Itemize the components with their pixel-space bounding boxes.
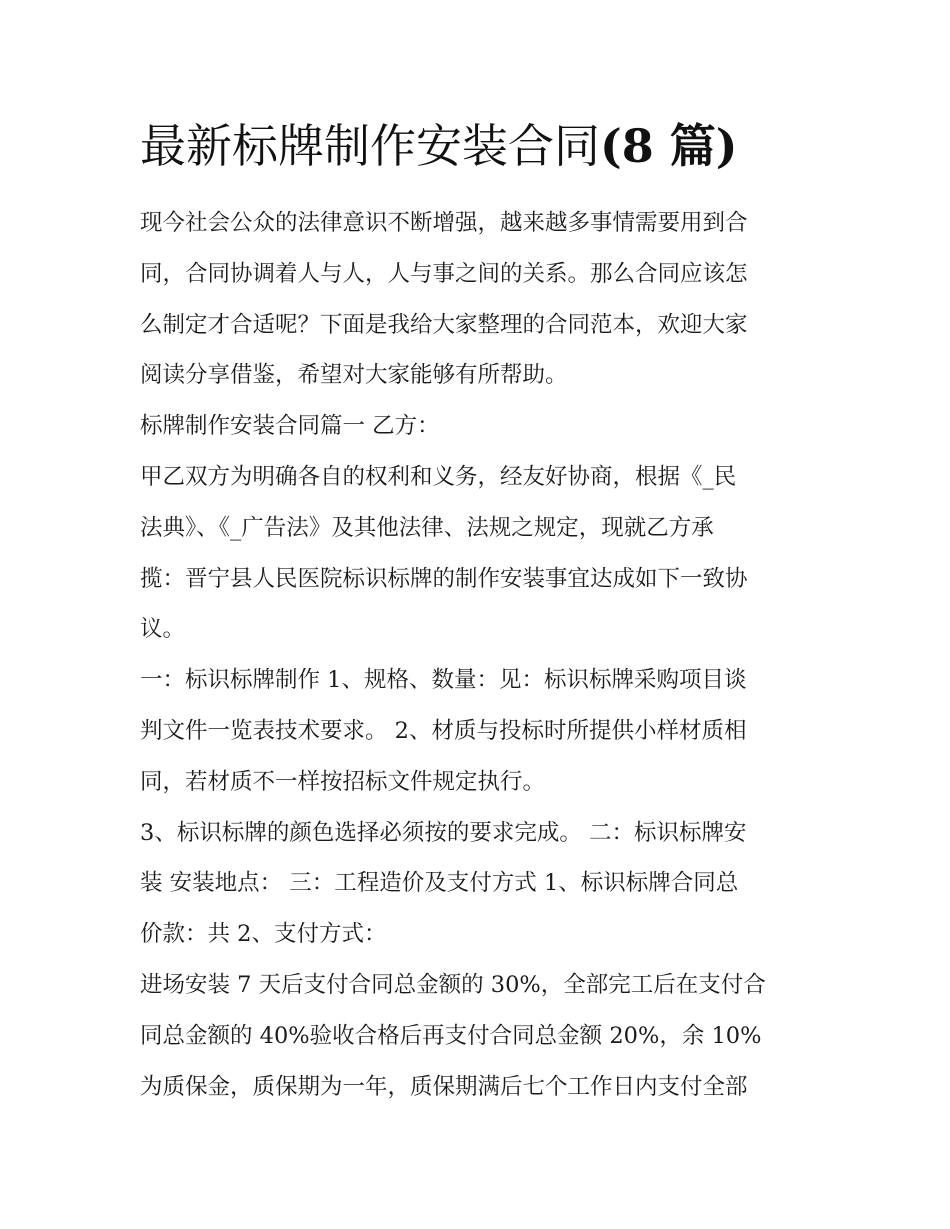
text-line: 装 安装地点： 三：工程造价及支付方式 1、标识标牌合同总: [140, 870, 739, 897]
text-line: 揽：晋宁县人民医院标识标牌的制作安装事宜达成如下一致协: [140, 565, 748, 592]
text-line: 议。: [140, 616, 186, 643]
text-line: 判文件一览表技术要求。 2、材质与投标时所提供小样材质相: [140, 717, 747, 744]
text-line: 现今社会公众的法律意识不断增强，越来越多事情需要用到合: [140, 210, 748, 236]
text-line: 同总金额的 40%验收合格后再支付合同总金额 20%，余 10%: [140, 1022, 762, 1049]
text-line: 进场安装 7 天后支付合同总金额的 30%，全部完工后在支付合: [140, 971, 766, 998]
document-title: [140, 114, 840, 178]
text-line: 甲乙双方为明确各自的权利和义务，经友好协商，根据《_民: [140, 463, 737, 490]
text-line: 么制定才合适呢？下面是我给大家整理的合同范本，欢迎大家: [140, 311, 748, 338]
text-line: 3、标识标牌的颜色选择必须按的要求完成。 二：标识标牌安: [140, 819, 747, 846]
text-line: 阅读分享借鉴，希望对大家能够有所帮助。: [140, 362, 568, 389]
text-line: 为质保金，质保期为一年，质保期满后七个工作日内支付全部: [140, 1073, 748, 1100]
text-line: 标牌制作安装合同篇一 乙方：: [140, 413, 440, 440]
text-line: 一：标识标牌制作 1、规格、数量：见：标识标牌采购项目谈: [140, 667, 747, 694]
text-line: 同，合同协调着人与人，人与事之间的关系。那么合同应该怎: [140, 260, 748, 287]
text-line: 同，若材质不一样按招标文件规定执行。: [140, 768, 546, 795]
title-suffix: (8 篇): [600, 119, 738, 173]
document-body: [140, 198, 820, 1112]
title-main: 最新标牌制作安装合同: [140, 119, 600, 173]
text-line: 法典》、《_广告法》及其他法律、法规之规定，现就乙方承: [140, 514, 714, 541]
text-line: 价款：共 2、支付方式：: [140, 921, 387, 948]
